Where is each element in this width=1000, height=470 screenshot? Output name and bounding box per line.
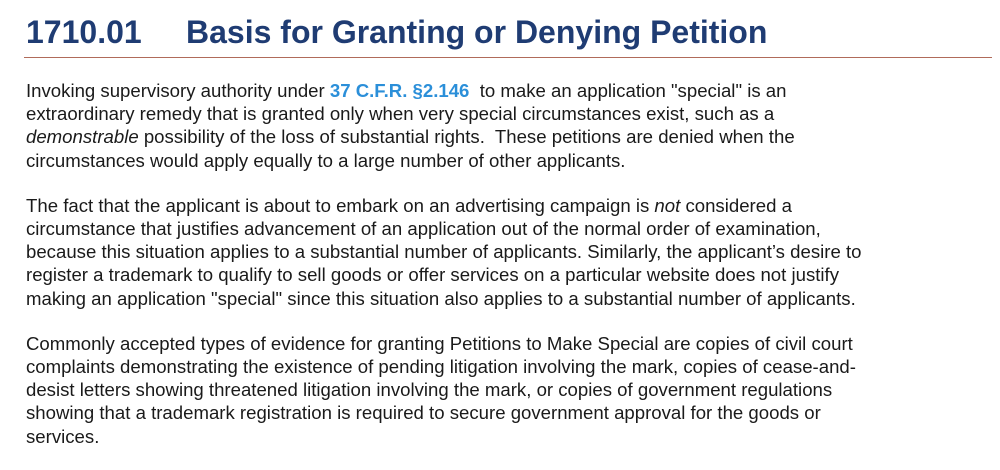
paragraph-line: because this situation applies to a substantial number of applicants. Similarly, the applicant’s desire to — [26, 241, 862, 263]
paragraph-2 — [26, 194, 976, 310]
paragraph-line: circumstance that justifies advancement of an application out of the normal order of examination, — [26, 218, 821, 240]
paragraph-line: services. — [26, 425, 100, 447]
paragraph-line: circumstances would apply equally to a large number of other applicants. — [26, 149, 626, 171]
paragraph-line: extraordinary remedy that is granted only when very special circumstances exist, such as a — [26, 103, 775, 125]
paragraph-line: making an application "special" since this situation also applies to a substantial number of applicants. — [26, 287, 856, 309]
paragraph-text: Invoking supervisory authority under — [26, 80, 330, 101]
paragraph-text: to make an application "special" is an — [469, 80, 787, 101]
paragraph-1 — [26, 79, 976, 172]
section-number: 1710.01 — [26, 14, 142, 50]
cfr-citation-link[interactable]: 37 C.F.R. §2.146 — [329, 80, 470, 101]
paragraph-text: considered a — [680, 194, 792, 216]
paragraph-text: The fact that the applicant is about to embark on an advertising campaign is — [26, 194, 655, 216]
section-heading — [26, 12, 767, 52]
paragraph-line — [26, 79, 976, 102]
paragraph-line: Commonly accepted types of evidence for granting Petitions to Make Special are copies of civil court — [26, 332, 853, 354]
section-body — [26, 79, 976, 470]
section-title: Basis for Granting or Denying Petition — [186, 14, 768, 50]
heading-divider — [24, 57, 992, 58]
paragraph-3 — [26, 332, 976, 448]
paragraph-line — [26, 125, 976, 148]
paragraph-line: register a trademark to qualify to sell goods or offer services on a particular website does not justify — [26, 264, 840, 286]
emphasis-text: not — [654, 194, 681, 216]
paragraph-line: complaints demonstrating the existence of pending litigation involving the mark, copies of cease-and- — [26, 356, 856, 378]
emphasis-text: demonstrable — [26, 126, 139, 148]
paragraph-line — [26, 194, 976, 217]
paragraph-text: possibility of the loss of substantial rights. These petitions are denied when the — [138, 126, 795, 148]
paragraph-line: showing that a trademark registration is required to secure government approval for the goods or — [26, 402, 821, 424]
paragraph-line: desist letters showing threatened litigation involving the mark, or copies of government regulations — [26, 379, 833, 401]
